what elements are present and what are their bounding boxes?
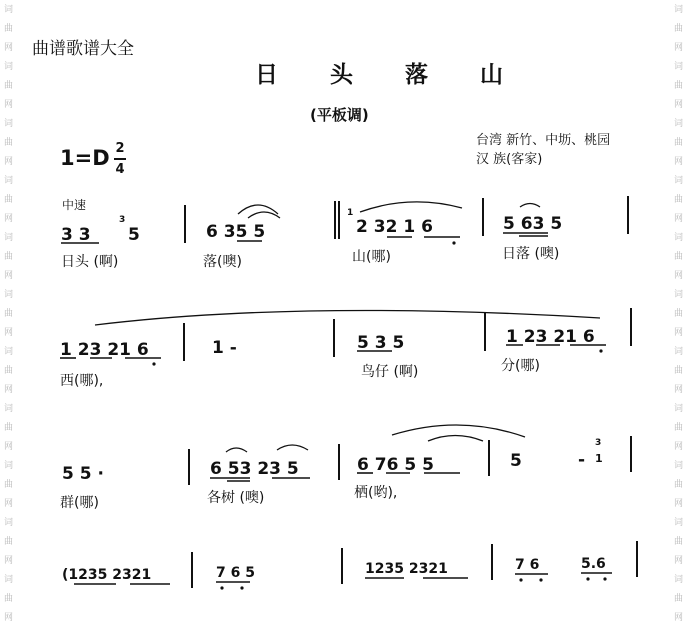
lyric: 栖(哟), [354, 485, 398, 501]
watermark-char: 网 [674, 100, 684, 110]
octave-dot [586, 577, 589, 580]
lyric: 群(哪) [60, 495, 99, 511]
watermark-char: 曲 [674, 195, 684, 205]
watermark-char: 网 [674, 385, 684, 395]
watermark-char: 曲 [674, 423, 684, 433]
watermark-char: 曲 [674, 252, 684, 262]
octave-dot [240, 586, 243, 589]
time-signature-top: 2 [115, 141, 125, 156]
watermark-char: 网 [674, 499, 684, 509]
octave-dot [599, 349, 602, 352]
watermark-char: 词 [674, 5, 684, 15]
lyric: 山(哪) [352, 249, 391, 265]
tempo-marking: 中速 [62, 198, 87, 212]
song-subtitle: (平板调) [310, 106, 369, 124]
watermark-char: 曲 [674, 594, 684, 604]
note-group: 5 5 · [62, 464, 104, 484]
watermark-char: 词 [674, 62, 684, 72]
watermark-char: 词 [674, 461, 684, 471]
watermark-char: 网 [4, 214, 14, 224]
note-group: - [578, 450, 586, 470]
watermark-char: 网 [674, 328, 684, 338]
note-group: 5 3 5 [357, 333, 405, 353]
note-group: 6 76 5 5 [357, 455, 434, 475]
slur [277, 445, 308, 450]
note-group: 1 23 21 6 [506, 327, 595, 347]
watermark-char: 词 [4, 347, 14, 357]
watermark-char: 网 [674, 157, 684, 167]
slur [520, 204, 540, 208]
watermark-char: 词 [4, 119, 14, 129]
watermark-char: 网 [4, 43, 14, 53]
slur [95, 310, 600, 325]
source-line-2: 汉 族(客家) [476, 152, 543, 167]
watermark-char: 词 [674, 233, 684, 243]
key-signature: 1=D [60, 146, 110, 170]
octave-dot [152, 362, 155, 365]
grace-note: 3 [119, 215, 126, 225]
octave-dot [539, 578, 542, 581]
watermark-char: 词 [674, 575, 684, 585]
watermark-char: 网 [674, 556, 684, 566]
watermark-char: 曲 [674, 309, 684, 319]
watermark-char: 词 [4, 518, 14, 528]
watermark-char: 网 [674, 442, 684, 452]
watermark-char: 词 [674, 119, 684, 129]
watermark-char: 网 [4, 556, 14, 566]
watermark-char: 网 [4, 499, 14, 509]
watermark-char: 词 [674, 176, 684, 186]
note-group: 5 [510, 451, 522, 471]
watermark-char: 网 [4, 100, 14, 110]
watermark-char: 曲 [674, 480, 684, 490]
slur [360, 202, 462, 212]
watermark-char: 词 [674, 404, 684, 414]
note-group: 2 32 1 6 [356, 217, 433, 237]
note-group: 1 [595, 452, 603, 465]
slur [226, 448, 247, 452]
source-line-1: 台湾 新竹、中坜、桃园 [476, 133, 611, 148]
lyric: 日落 (噢) [502, 246, 560, 262]
watermark-char: 曲 [4, 594, 14, 604]
watermark-char: 曲 [4, 537, 14, 547]
note-group: 5.6 [581, 556, 606, 572]
note-group: 3 3 [61, 225, 91, 245]
watermark-char: 词 [4, 176, 14, 186]
watermark-char: 网 [4, 328, 14, 338]
watermark-char: 网 [4, 442, 14, 452]
watermark-char: 曲 [674, 537, 684, 547]
watermark-char: 词 [4, 5, 14, 15]
slur [428, 436, 483, 442]
watermark-char: 曲 [4, 24, 14, 34]
octave-dot [519, 578, 522, 581]
note-group: 7 6 [515, 557, 540, 573]
watermark-char: 词 [4, 575, 14, 585]
note-group: 6 35 5 [206, 222, 266, 242]
watermark-char: 词 [4, 233, 14, 243]
note-group: 5 63 5 [503, 214, 563, 234]
song-title: 日 头 落 山 [255, 62, 526, 88]
grace-note: 1 [347, 208, 354, 218]
watermark-char: 网 [674, 613, 684, 623]
note-group: 1 23 21 6 [60, 340, 149, 360]
lyric: 各树 (噢) [207, 490, 265, 506]
watermark-char: 曲 [674, 138, 684, 148]
lyric: 分(哪) [501, 358, 540, 374]
note-group: 6 53 23 5 [210, 459, 299, 479]
note-group: 5 [128, 225, 140, 245]
lyric: 鸟仔 (啊) [361, 364, 419, 380]
octave-dot [452, 241, 455, 244]
watermark-char: 词 [4, 404, 14, 414]
watermark-char: 网 [4, 613, 14, 623]
watermark-char: 曲 [4, 195, 14, 205]
grace-note: 3 [595, 438, 602, 448]
watermark-char: 网 [674, 271, 684, 281]
time-signature-bottom: 4 [115, 162, 125, 177]
watermark-char: 曲 [674, 81, 684, 91]
watermark-char: 曲 [4, 81, 14, 91]
watermark-char: 曲 [4, 366, 14, 376]
watermark-char: 词 [674, 518, 684, 528]
note-group: 1235 2321 [365, 561, 448, 577]
lyric: 西(哪), [60, 373, 104, 389]
watermark-char: 曲 [4, 423, 14, 433]
watermark-char: 词 [674, 290, 684, 300]
site-label: 曲谱歌谱大全 [32, 39, 134, 59]
octave-dot [220, 586, 223, 589]
watermark-char: 网 [4, 271, 14, 281]
watermark-char: 词 [4, 290, 14, 300]
lyric: 落(噢) [203, 254, 242, 270]
watermark-char: 网 [4, 157, 14, 167]
note-group: (1235 2321 [62, 567, 152, 583]
watermark-char: 曲 [674, 366, 684, 376]
watermark-char: 网 [674, 214, 684, 224]
watermark-char: 曲 [4, 138, 14, 148]
note-group: 1 - [212, 338, 237, 358]
watermark-char: 词 [674, 347, 684, 357]
lyric: 日头 (啊) [61, 254, 119, 270]
watermark-char: 网 [674, 43, 684, 53]
note-group: 7 6 5 [216, 565, 255, 581]
watermark-char: 网 [4, 385, 14, 395]
watermark-char: 词 [4, 62, 14, 72]
watermark-char: 曲 [4, 309, 14, 319]
octave-dot [603, 577, 606, 580]
slur [248, 212, 280, 218]
watermark-char: 曲 [4, 480, 14, 490]
watermark-char: 曲 [674, 24, 684, 34]
watermark-char: 曲 [4, 252, 14, 262]
watermark-char: 词 [4, 461, 14, 471]
